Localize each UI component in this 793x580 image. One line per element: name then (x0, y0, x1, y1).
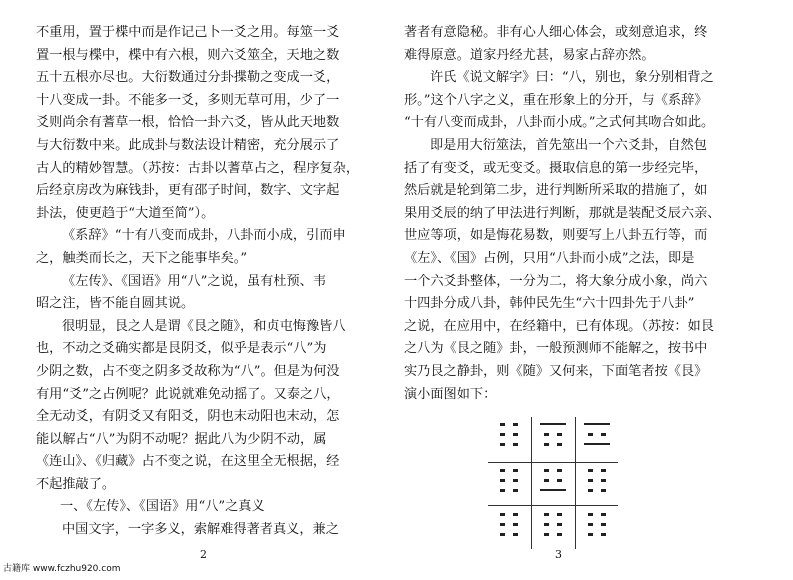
text-line: 括了有变爻，或无变爻。摄取信息的第一步经完毕， (404, 160, 708, 176)
text-line: 《连山》、《归藏》占不变之说，在这里全无根据，经 (36, 454, 340, 470)
yin-line (496, 513, 522, 515)
text-line: 中国文字，一字多义，索解难得著者真义，兼之 (62, 522, 339, 538)
text-line: 十四卦分成八卦，韩仲民先生“六十四卦先于八卦” (404, 296, 695, 312)
page-number-left: 2 (200, 548, 207, 561)
yin-line (496, 443, 522, 445)
text-line: 很明显，艮之人是谓《艮之随》，和贞屯悔豫皆八 (62, 318, 346, 334)
text-line: 爻则尚余有蓍草一根，恰恰一卦六爻，皆从此天地数 (36, 115, 340, 131)
right-para-3 (404, 135, 749, 406)
left-para-1 (36, 22, 381, 225)
left-para-2 (36, 225, 381, 270)
text-line: 有用“爻”之占例呢？此说就难免动摇了。又泰之八， (36, 386, 340, 402)
yin-line (496, 489, 522, 491)
text-line: 然后就是轮到第二步，进行判断所采取的措施了，如 (404, 183, 708, 199)
text-line: 世应等项，如是悔花易数，则要写上八卦五行等，而 (404, 228, 708, 244)
text-line: 果用爻辰的纳了甲法进行判断，那就是装配爻辰六亲、 (404, 205, 721, 221)
yin-line (540, 469, 566, 471)
section-heading: 一、《左传》、《国语》用“八”之真义 (60, 499, 265, 515)
text-line: 一个六爻卦整体，一分为二，将大象分成小象，尚六 (404, 273, 708, 289)
yin-line (584, 479, 610, 481)
yin-line (496, 523, 522, 525)
text-line: 形。”这个八字之义，重在形象上的分开，与《系辞》 (404, 92, 708, 108)
text-line: 也，不动之爻确实都是艮阴爻，似乎是表示“八”为 (36, 341, 327, 357)
text-line: 全无动爻，有阴爻又有阳爻，阴也末动阳也末动，怎 (36, 409, 340, 425)
grid-line (488, 462, 618, 463)
text-line: 即是用大衍筮法，首先筮出一个六爻卦，自然包 (430, 137, 707, 153)
grid-line (488, 505, 618, 506)
left-para-4 (36, 316, 381, 497)
left-page-text (36, 22, 381, 542)
trigram-cell (496, 421, 522, 447)
trigram-cell (496, 467, 522, 493)
text-line: 不起推敲了。 (36, 476, 116, 492)
yin-line (540, 533, 566, 535)
trigram-cell (496, 511, 522, 537)
text-line: 卦法，使更趋于“大道至简”）。 (36, 205, 215, 221)
trigram-cell (540, 421, 566, 447)
text-line: 十八变成一卦。不能多一爻，多则无草可用，少了一 (36, 92, 340, 108)
yin-line (584, 533, 610, 535)
yin-line (496, 423, 522, 425)
right-para-2 (404, 67, 749, 135)
text-line: 能以解占“八”为阴不动呢？据此八为少阴不动，属 (36, 431, 327, 447)
yin-line (540, 523, 566, 525)
text-line: 《左传》、《国语》用“八”之说，虽有杜预、韦 (62, 273, 327, 289)
yang-line (584, 443, 610, 445)
yin-line (496, 469, 522, 471)
yin-line (496, 433, 522, 435)
yang-line (540, 423, 566, 425)
yin-line (496, 479, 522, 481)
text-line: 与大衍数中来。此成卦与数法设计精密，充分展示了 (36, 137, 340, 153)
yin-line (584, 469, 610, 471)
trigram-grid-diagram (488, 417, 618, 549)
watermark-footer: 古籍库 www.fczhu920.com (3, 564, 121, 574)
text-line: 少阴之数，占不变之阴多爻故称为“八”。但是为何没 (36, 363, 340, 379)
yang-line (584, 423, 610, 425)
text-line: 不重用，置于楪中而是作记己卜一爻之用。每筮一爻 (36, 25, 340, 40)
text-line: 许氏《说文解字》曰：“八，别也，象分别相背之 (430, 70, 714, 86)
text-line: 之八为《艮之随》卦，一般预测师不能解之，按书中 (404, 341, 708, 357)
text-line: 古人的精妙智慧。（苏按：古卦以蓍草占之，程序复杂， (36, 160, 360, 176)
yin-line (540, 433, 566, 435)
text-line: 昭之注，皆不能自圆其说。 (36, 296, 195, 312)
text-line: 之说，在应用中，在经籍中，已有体现。（苏按：如艮 (404, 318, 714, 334)
yin-line (584, 523, 610, 525)
text-line: 后经京房改为麻钱卦，更有邵子时间，数字、文字起 (36, 183, 340, 199)
text-line: 五十五根亦尽也。大衍数通过分卦揲勒之变成一爻， (36, 70, 340, 86)
yang-line (540, 489, 566, 491)
trigram-cell (584, 421, 610, 447)
yin-line (540, 513, 566, 515)
yin-line (584, 433, 610, 435)
yin-line (584, 513, 610, 515)
yin-line (540, 479, 566, 481)
right-para-1 (404, 22, 749, 67)
text-line: 演小面图如下： (404, 386, 497, 402)
yin-line (496, 533, 522, 535)
text-line: 难得原意。道家丹经尤甚，易家占辞亦然。 (404, 47, 655, 63)
trigram-cell (540, 511, 566, 537)
text-line: 实乃艮之静卦，则《随》又何来，下面笔者按《艮》 (404, 363, 708, 379)
grid-line (575, 417, 576, 549)
page-number-right: 3 (555, 548, 562, 561)
trigram-cell (540, 467, 566, 493)
text-line: 《左》、《国》占例，只用“八卦而小成”之法，即是 (404, 250, 695, 266)
trigram-cell (584, 467, 610, 493)
text-line: 之，触类而长之，天下之能事毕矣。” (36, 250, 248, 266)
trigram-cell (584, 511, 610, 537)
grid-line (531, 417, 532, 549)
text-line: 著者有意隐秘。非有心人细心体会，或刻意追求，终 (404, 25, 708, 40)
left-para-3 (36, 271, 381, 316)
text-line: 《系辞》“十有八变而成卦，八卦而小成，引而申 (62, 228, 346, 244)
yin-line (540, 443, 566, 445)
yin-line (584, 489, 610, 491)
text-line: “十有八变而成卦，八卦而小成。”之式何其吻合如此。 (404, 115, 715, 131)
right-page-text (404, 22, 749, 406)
text-line: 置一根与楪中，楪中有六根，则六爻筮全，天地之数 (36, 47, 340, 63)
